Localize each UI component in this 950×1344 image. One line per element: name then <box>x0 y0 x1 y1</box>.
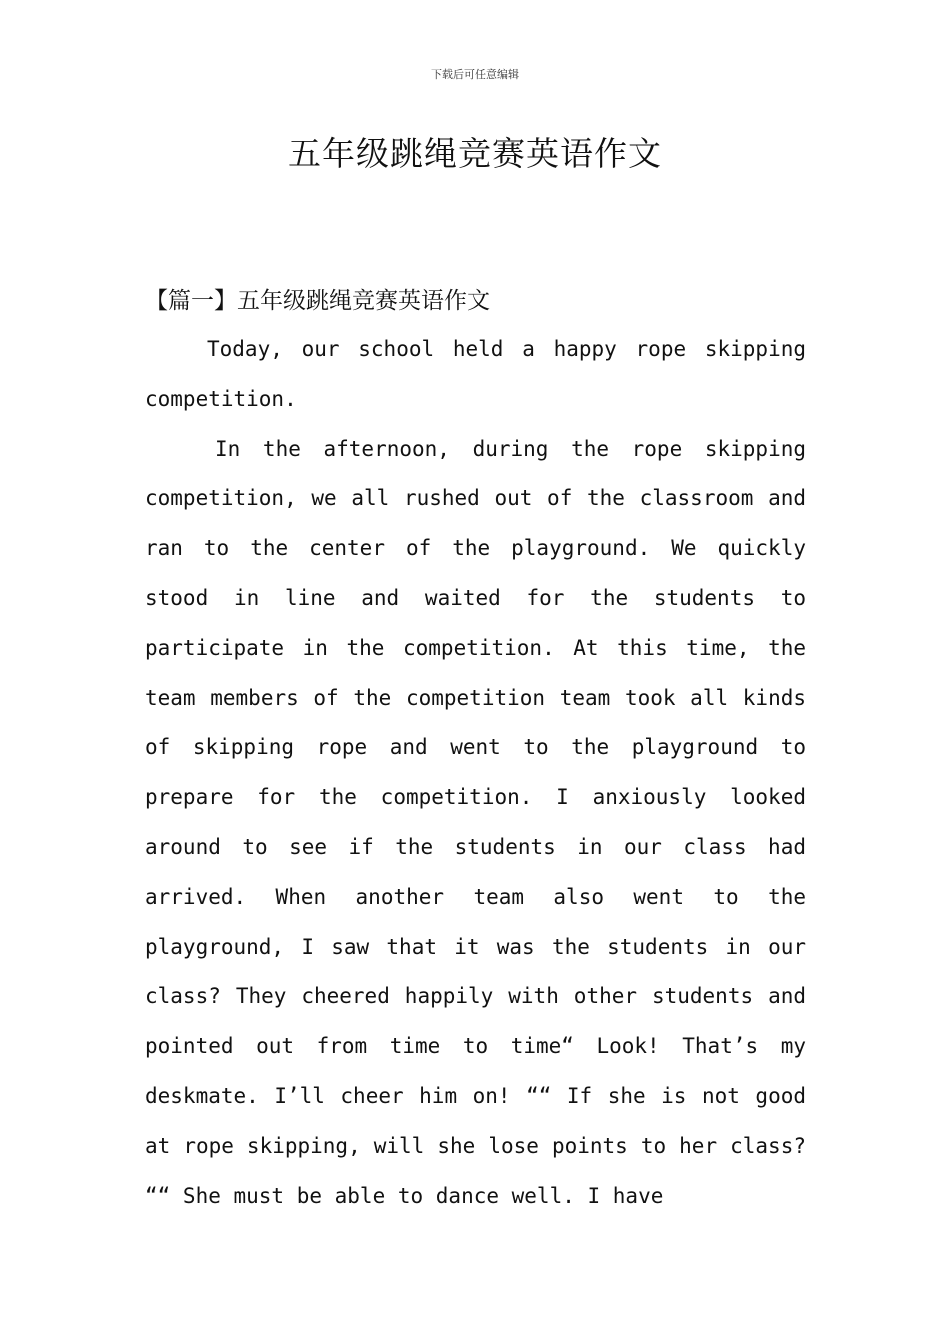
section-heading: 【篇一】五年级跳绳竞赛英语作文 <box>145 288 490 314</box>
paragraph-2: In the afternoon, during the rope skipping competition, we all rushed out of the classroom and ran to the center of the playground. We quickly stood in line and waited for the students to participate in the competition. At this time, the team members of the competition team took all kinds of skipping rope and went to the playground to prepare for the competition. I anxiously looked around to see if the students in our class had arrived. When another team also went to the playground, I saw that it was the students in our class? They cheered happily with other students and pointed out from time to time“ Look! That’s my deskmate. I’ll cheer him on! ““ If she is not good at rope skipping, will she lose points to her class? ““ She must be able to dance well. I have <box>145 436 806 1208</box>
paragraph-1: Today, our school held a happy rope skipping competition. <box>145 337 806 411</box>
header-note: 下载后可任意编辑 <box>431 68 519 81</box>
document-title: 五年级跳绳竞赛英语作文 <box>288 134 662 173</box>
body-text <box>145 325 806 1221</box>
